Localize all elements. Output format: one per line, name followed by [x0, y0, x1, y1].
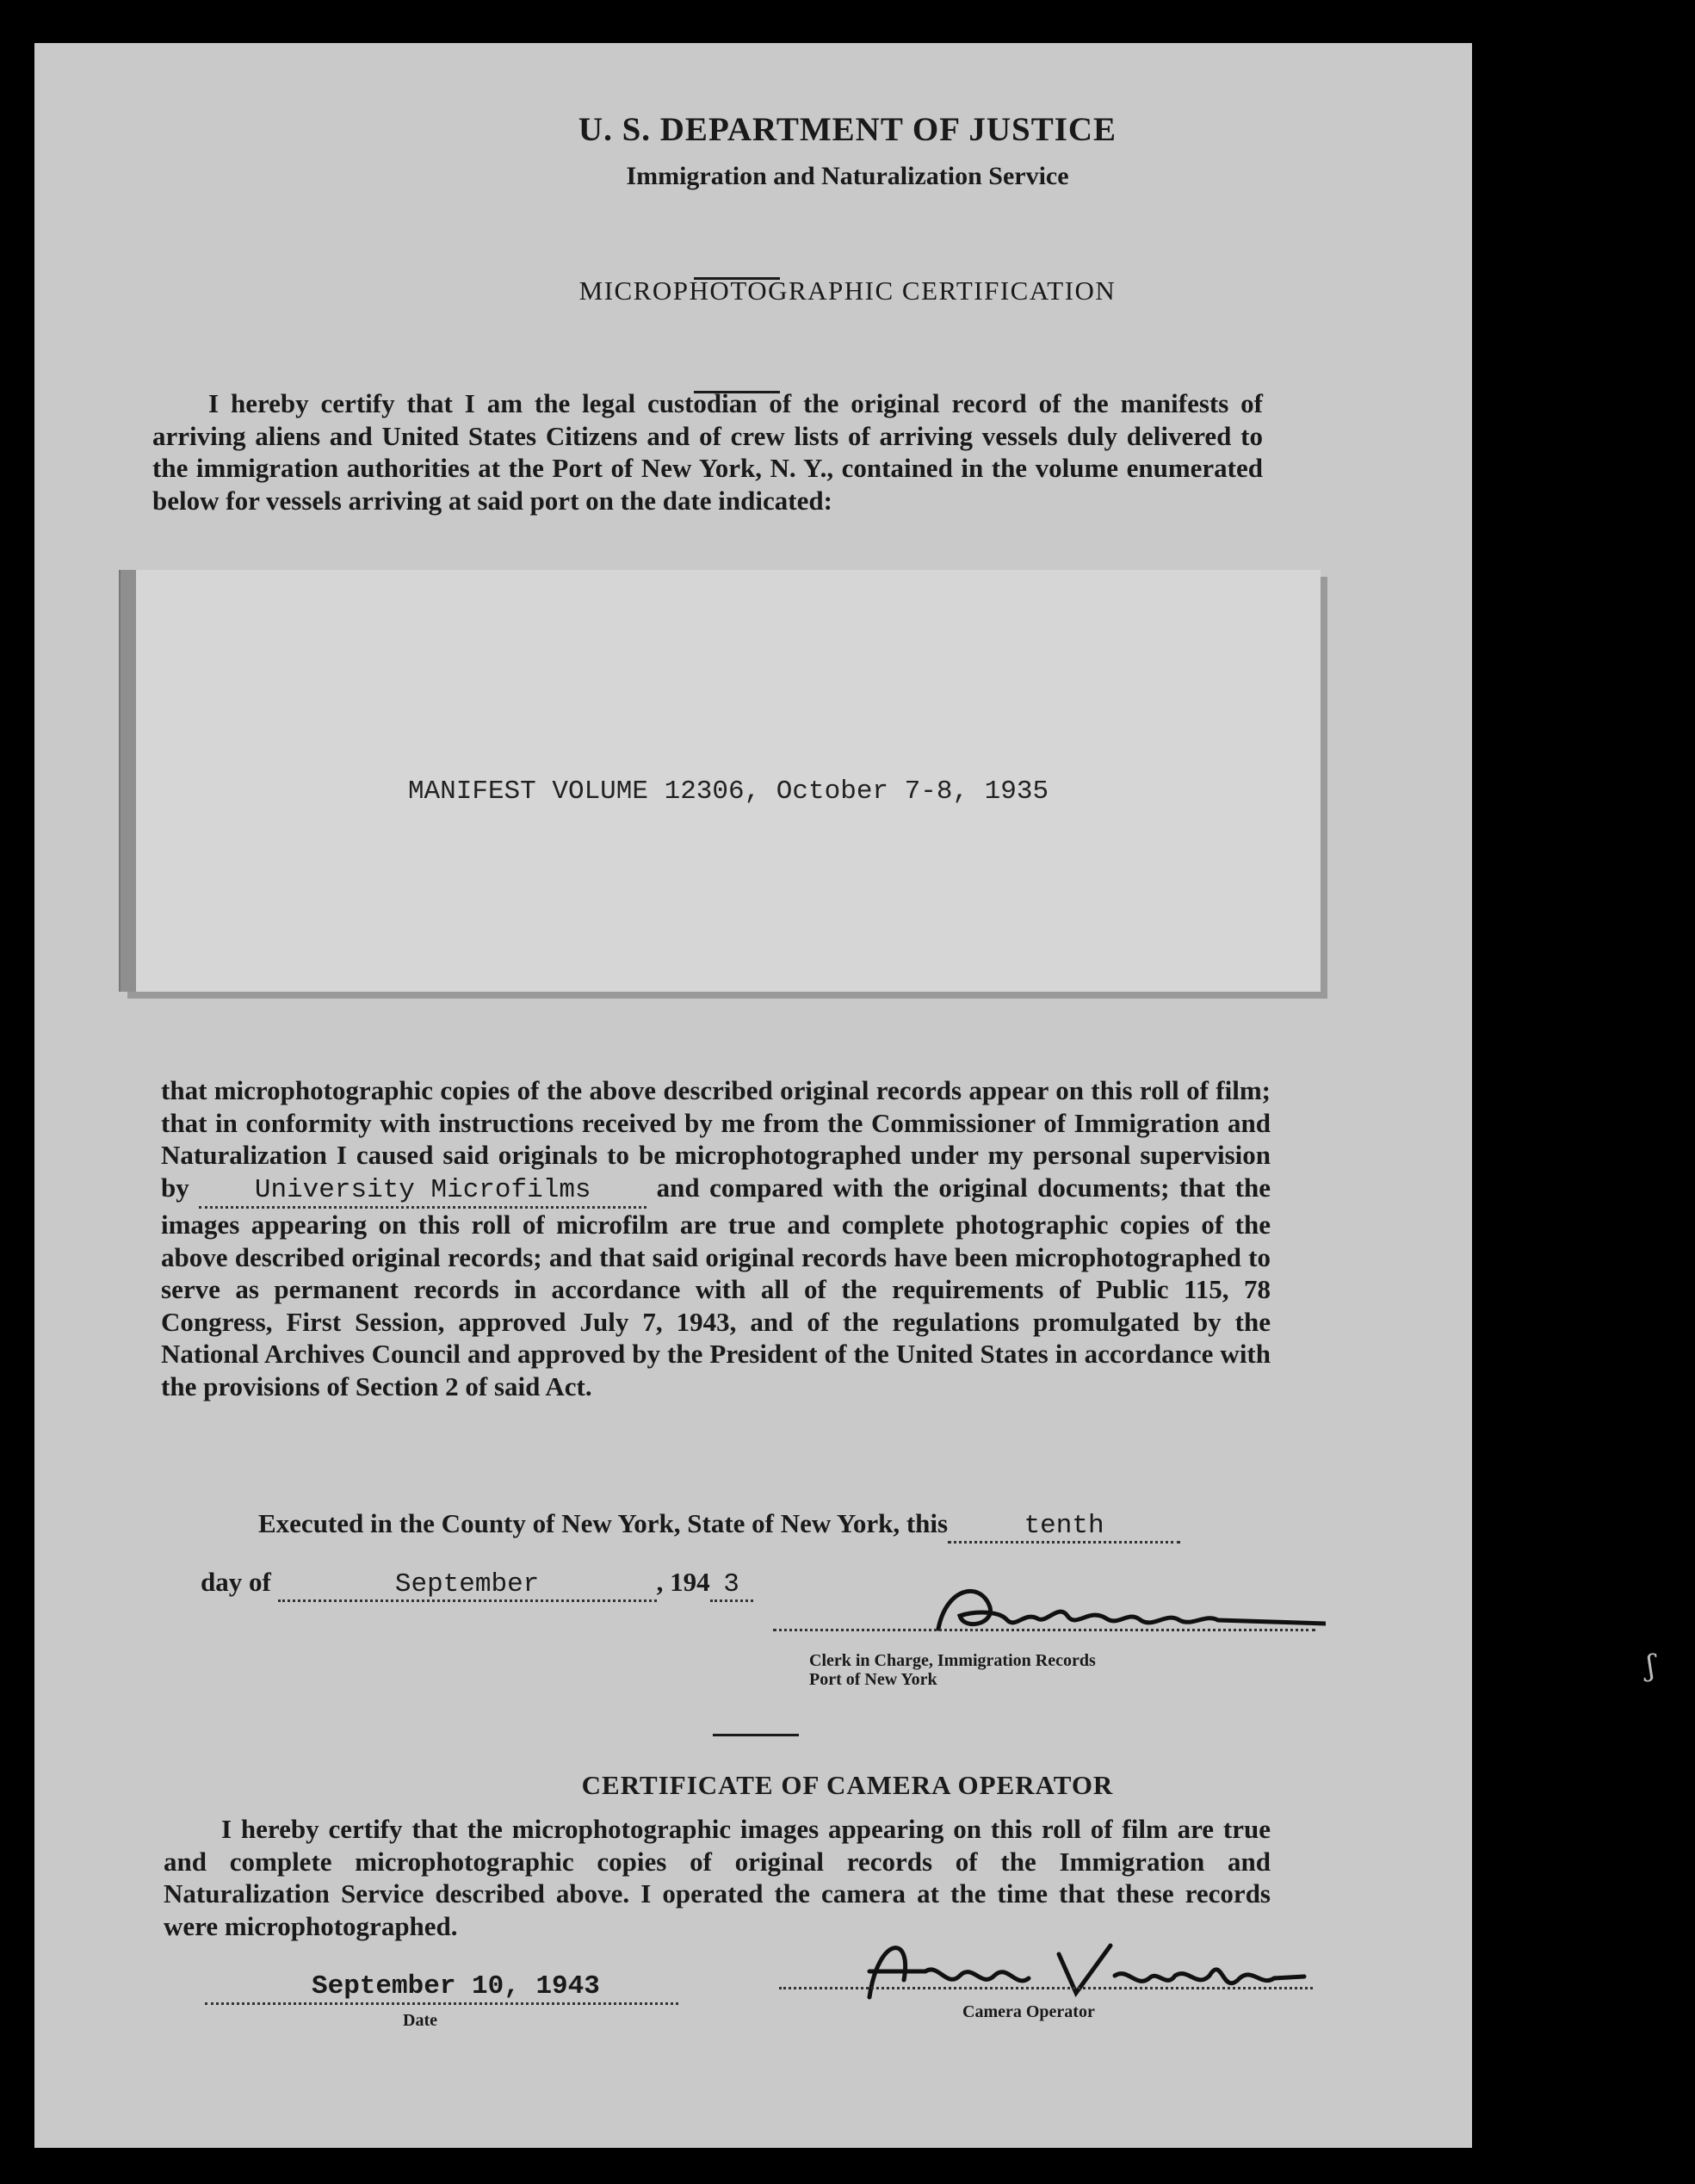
stray-film-mark: ʃ [1647, 1649, 1655, 1683]
day-of-label: day of [201, 1567, 271, 1597]
camera-operator-title: CERTIFICATE OF CAMERA OPERATOR [581, 1770, 1114, 1800]
clerk-title [809, 1651, 1096, 1689]
camera-operator-signature-line [779, 1987, 1313, 1989]
clerk-signature-line [773, 1629, 1315, 1631]
certification-title: MICROPHOTOGRAPHIC CERTIFICATION [578, 275, 1117, 306]
camera-date-line [205, 2002, 678, 2005]
body-part2: and compared with the original documents; that the images appearing on this roll of microfilm are true and complete photographic copies of the above described original records; and that said original records have been microphotographed to serve as permanent records in accordance with all of the requirements of Public 115, 78 Congress, First Session, approved July 7, 1943, and of the regulations promulgated by the National Archives Council and approved by the President of the United States in accordance with the provisions of Section 2 of said Act. [161, 1172, 1271, 1401]
executed-line [258, 1508, 1180, 1544]
clerk-signature [921, 1577, 1326, 1646]
department-title: U. S. DEPARTMENT OF JUSTICE [578, 111, 1117, 148]
volume-insert-card [121, 570, 1321, 992]
year-field: 3 [710, 1569, 753, 1602]
volume-label: MANIFEST VOLUME 12306, October 7-8, 1935 [407, 776, 1049, 807]
microfilmer-field: University Microfilms [199, 1174, 646, 1210]
service-subtitle: Immigration and Naturalization Service [626, 162, 1069, 190]
camera-date-value: September 10, 1943 [312, 1971, 600, 2001]
camera-date-label: Date [403, 2011, 437, 2030]
body-part1: that microphotographic copies of the above described original records appear on this roll of film; that in conformity with instructions received by me from the Commissioner of Immigration and Naturalization I caused said originals to be microphotographed under my personal supervision by [161, 1075, 1271, 1203]
body-paragraph [161, 1074, 1271, 1402]
executed-text: Executed in the County of New York, State of New York, this [258, 1508, 949, 1538]
year-prefix: , 194 [656, 1567, 710, 1597]
camera-operator-label: Camera Operator [962, 2002, 1095, 2021]
month-field: September [278, 1569, 657, 1602]
clerk-title-line1: Clerk in Charge, Immigration Records [809, 1651, 1096, 1670]
divider-rule [713, 1734, 799, 1736]
clerk-title-line2: Port of New York [809, 1670, 937, 1689]
camera-operator-paragraph: I hereby certify that the microphotographic images appearing on this roll of film are true and complete microphotographic copies of original records of the Immigration and Naturalization Service described above. I operated the camera at the time that these records were microphotographed. [164, 1814, 1271, 1941]
camera-operator-signature [844, 1928, 1308, 2006]
intro-paragraph: I hereby certify that I am the legal custodian of the original record of the manifests of arriving aliens and United States Citizens and of crew lists of arriving vessels duly delivered to the immigration authorities at the Port of New York, N. Y., contained in the volume enumerated below for vessels arriving at said port on the date indicated: [152, 388, 1263, 516]
date-line [201, 1567, 753, 1602]
day-field: tenth [948, 1511, 1180, 1544]
